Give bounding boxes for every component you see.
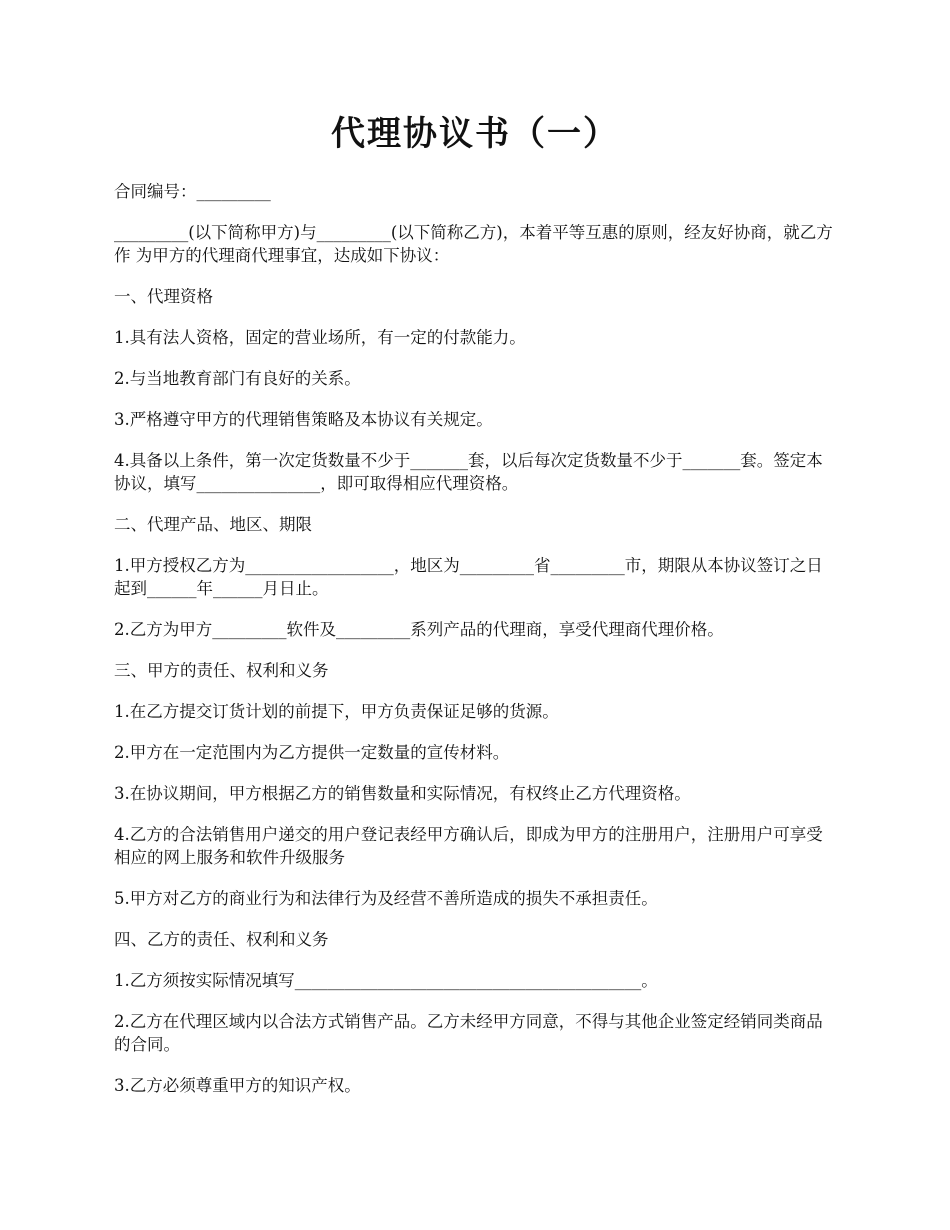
intro-paragraph: _________(以下简称甲方)与_________(以下简称乙方)，本着平等互惠的原则，经友好协商，就乙方作 为甲方的代理商代理事宜，达成如下协议：: [114, 223, 833, 265]
contract-number: 合同编号：_________: [114, 182, 271, 201]
section3-heading: 三、甲方的责任、权利和义务: [114, 661, 329, 680]
clause: 3.严格遵守甲方的代理销售策略及本协议有关规定。: [114, 410, 493, 429]
clause: 2.与当地教育部门有良好的关系。: [114, 369, 361, 388]
section2-heading: 二、代理产品、地区、期限: [114, 515, 312, 534]
clause: 2.乙方为甲方_________软件及_________系列产品的代理商，享受代理商代理价格。: [114, 620, 724, 639]
clause: 1.甲方授权乙方为__________________，地区为_________省_________市，期限从本协议签订之日起到______年______月日止。: [114, 556, 823, 598]
clause: 1.具有法人资格，固定的营业场所，有一定的付款能力。: [114, 328, 526, 347]
clause: 5.甲方对乙方的商业行为和法律行为及经营不善所造成的损失不承担责任。: [114, 889, 658, 908]
clause: 3.在协议期间，甲方根据乙方的销售数量和实际情况，有权终止乙方代理资格。: [114, 784, 691, 803]
section1-heading: 一、代理资格: [114, 287, 213, 306]
clause: 1.在乙方提交订货计划的前提下，甲方负责保证足够的货源。: [114, 702, 559, 721]
clause: 4.乙方的合法销售用户递交的用户登记表经甲方确认后，即成为甲方的注册用户，注册用户可享受相应的网上服务和软件升级服务: [114, 825, 823, 867]
document-title: 代理协议书（一）: [331, 114, 619, 154]
section4-heading: 四、乙方的责任、权利和义务: [114, 930, 329, 949]
clause: 2.乙方在代理区域内以合法方式销售产品。乙方未经甲方同意，不得与其他企业签定经销同类商品的合同。: [114, 1012, 823, 1054]
clause: 2.甲方在一定范围内为乙方提供一定数量的宣传材料。: [114, 743, 510, 762]
clause: 4.具备以上条件，第一次定货数量不少于_______套，以后每次定货数量不少于_______套。签定本协议，填写_______________，即可取得相应代理资格。: [114, 451, 823, 493]
clause: 3.乙方必须尊重甲方的知识产权。: [114, 1076, 361, 1095]
clause: 1.乙方须按实际情况填写__________________________________________。: [114, 971, 658, 990]
